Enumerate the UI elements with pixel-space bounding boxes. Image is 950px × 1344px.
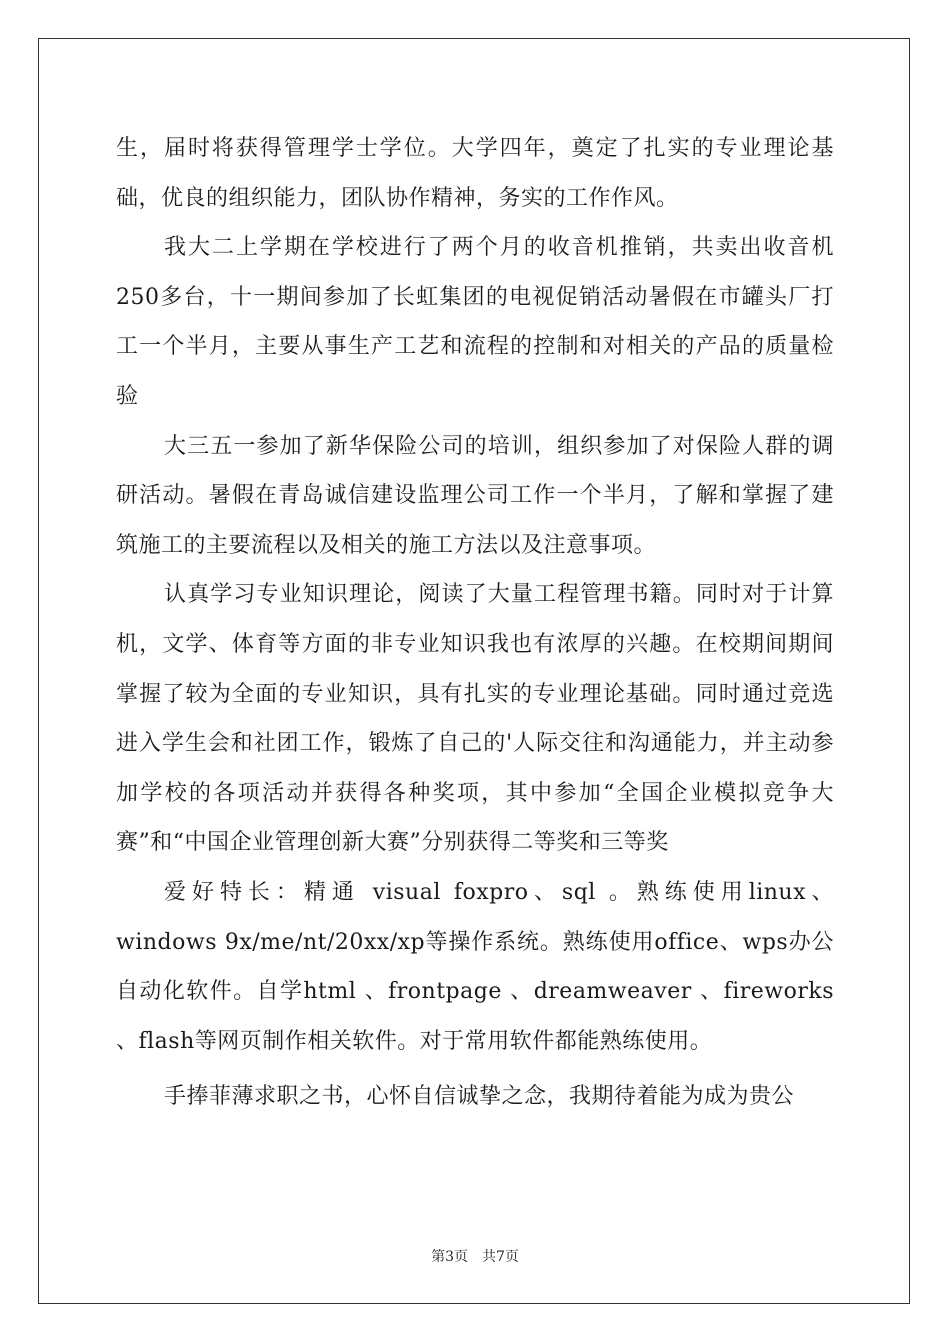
- paragraph-study-activities: 认真学习专业知识理论，阅读了大量工程管理书籍。同时对于计算机，文学、体育等方面的非专业知识我也有浓厚的兴趣。在校期间期间掌握了较为全面的专业知识，具有扎实的专业理论基础。同时通过竞选进入学生会和社团工作，锻炼了自己的'人际交往和沟通能力，并主动参加学校的各项活动并获得各种奖项，其中参加“全国企业模拟竞争大赛”和“中国企业管理创新大赛”分别获得二等奖和三等奖: [116, 582, 834, 856]
- paragraph-sophomore-experience: 我大二上学期在学校进行了两个月的收音机推销，共卖出收音机250多台，十一期间参加了长虹集团的电视促销活动暑假在市罐头厂打工一个半月，主要从事生产工艺和流程的控制和对相关的产品的质量检验: [116, 235, 834, 409]
- paragraph-education: 生，届时将获得管理学士学位。大学四年，奠定了扎实的专业理论基础，优良的组织能力，团队协作精神，务实的工作作风。: [116, 136, 834, 211]
- document-body: [116, 124, 834, 1122]
- page-total: 共7页: [482, 1249, 519, 1265]
- paragraph-junior-experience: 大三五一参加了新华保险公司的培训，组织参加了对保险人群的调研活动。暑假在青岛诚信建设监理公司工作一个半月，了解和掌握了建筑施工的主要流程以及相关的施工方法以及注意事项。: [116, 433, 834, 558]
- paragraph-skills: 爱好特长：精通 visual foxpro、sql 。熟练使用linux、windows 9x/me/nt/20xx/xp等操作系统。熟练使用office、wps办公自动化软件。自学html 、frontpage 、dreamweaver 、fireworks 、flash等网页制作相关软件。对于常用软件都能熟练使用。: [116, 879, 834, 1054]
- paragraph-closing: 手捧菲薄求职之书，心怀自信诚挚之念，我期待着能为成为贵公: [164, 1084, 795, 1110]
- page-number: 第3页: [431, 1249, 468, 1265]
- page-footer: [0, 1246, 950, 1266]
